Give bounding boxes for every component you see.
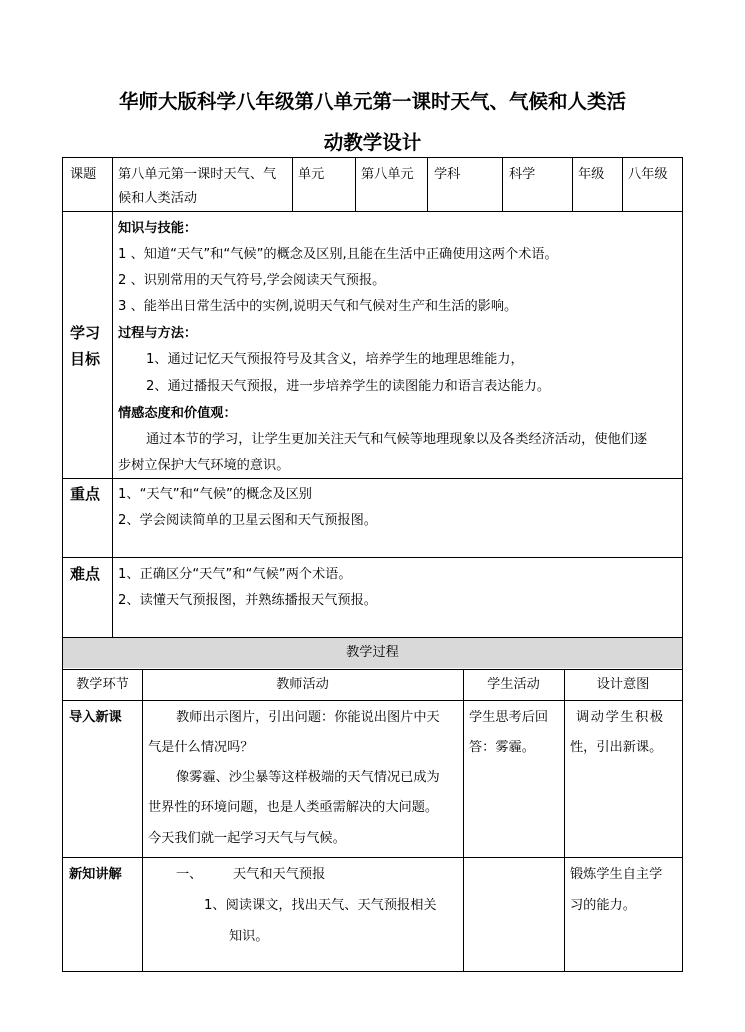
- knowledge-item-1: 1 、知道“天气”和“气候”的概念及区别,且能在生活中正确使用这两个术语。: [118, 247, 558, 262]
- knowledge-item-3: 3 、能举出日常生活中的实例,说明天气和气候对生产和生活的影响。: [118, 299, 518, 314]
- table-line: [427, 157, 428, 212]
- new-lesson-intent-line2: 习的能力。: [570, 898, 636, 913]
- difficulties-label: 难点: [70, 565, 101, 583]
- table-line: [112, 157, 113, 638]
- objectives-label-line1: 学习: [70, 324, 101, 342]
- document-title-line2: 动教学设计: [323, 131, 422, 154]
- table-line: [564, 669, 565, 972]
- intro-student-line1: 学生思考后回: [469, 710, 549, 725]
- difficulty-2: 2、读懂天气预报图，并熟练播报天气预报。: [118, 593, 377, 608]
- table-line: [463, 669, 464, 972]
- emotion-text-line1: 通过本节的学习，让学生更加关注天气和气候等地理现象以及各类经济活动，使他们逐: [146, 432, 648, 447]
- emotion-heading: 情感态度和价值观：: [118, 406, 237, 421]
- process-method-item-1: 1、通过记忆天气预报符号及其含义，培养学生的地理思维能力，: [146, 352, 524, 367]
- table-line: [62, 157, 63, 972]
- course-value-line2: 候和人类活动: [118, 191, 198, 206]
- grade-label: 年级: [578, 167, 605, 182]
- intro-teacher-line3: 像雾霾、沙尘暴等这样极端的天气情况已成为: [176, 770, 440, 785]
- process-method-item-2: 2、通过播报天气预报，进一步培养学生的读图能力和语言表达能力。: [146, 379, 551, 394]
- unit-label: 单元: [298, 167, 325, 182]
- subject-value: 科学: [509, 167, 536, 182]
- intro-intent-line2: 性，引出新课。: [570, 740, 663, 755]
- knowledge-item-2: 2 、识别常用的天气符号,学会阅读天气预报。: [118, 273, 386, 288]
- new-lesson-teacher-num: 一、: [176, 867, 203, 882]
- col-stage-header: 教学环节: [76, 677, 129, 692]
- intro-intent-line1: 调动学生积极: [576, 710, 665, 725]
- col-student-header: 学生活动: [487, 677, 540, 692]
- intro-teacher-line2: 气是什么情况吗？: [148, 740, 254, 755]
- table-line: [62, 971, 683, 972]
- table-line: [62, 157, 683, 158]
- table-line: [502, 157, 503, 212]
- table-line: [62, 700, 683, 701]
- new-lesson-teacher-line3: 知识。: [229, 929, 269, 944]
- new-lesson-teacher-title: 天气和天气预报: [233, 867, 326, 882]
- new-lesson-teacher-line2: 1、阅读课文，找出天气、天气预报相关: [204, 898, 437, 913]
- unit-value: 第八单元: [361, 167, 414, 182]
- table-line: [62, 669, 683, 670]
- process-heading: 教学过程: [346, 645, 399, 660]
- table-line: [62, 637, 683, 638]
- col-intent-header: 设计意图: [596, 677, 650, 692]
- knowledge-heading: 知识与技能：: [118, 221, 198, 236]
- process-method-heading: 过程与方法：: [118, 326, 198, 341]
- intro-teacher-line1: 教师出示图片，引出问题：你能说出图片中天: [176, 710, 440, 725]
- col-teacher-header: 教师活动: [276, 677, 329, 692]
- new-lesson-intent-line1: 锻炼学生自主学: [570, 867, 663, 882]
- intro-student-line2: 答：雾霾。: [469, 740, 535, 755]
- course-label: 课题: [70, 167, 97, 182]
- objectives-label-line2: 目标: [70, 350, 101, 368]
- new-lesson-stage: 新知讲解: [69, 867, 122, 882]
- table-line: [292, 157, 293, 212]
- intro-stage: 导入新课: [69, 710, 122, 725]
- key-point-2: 2、学会阅读简单的卫星云图和天气预报图。: [118, 513, 377, 528]
- document-title-line1: 华师大版科学八年级第八单元第一课时天气、气候和人类活: [118, 90, 626, 113]
- intro-teacher-line4: 世界性的环境问题，也是人类亟需解决的大问题。: [148, 800, 439, 815]
- course-value-line1: 第八单元第一课时天气、气: [118, 167, 277, 182]
- table-line: [142, 669, 143, 972]
- table-line: [622, 157, 623, 212]
- table-line: [355, 157, 356, 212]
- grade-value: 八年级: [628, 167, 668, 182]
- key-point-1: 1、“天气”和“气候”的概念及区别: [118, 487, 312, 502]
- difficulty-1: 1、正确区分“天气”和“气候”两个术语。: [118, 567, 352, 582]
- table-line: [572, 157, 573, 212]
- subject-label: 学科: [434, 167, 461, 182]
- emotion-text-line2: 步树立保护大气环境的意识。: [118, 458, 290, 473]
- table-line: [62, 557, 683, 558]
- table-line: [62, 857, 683, 858]
- key-points-label: 重点: [70, 485, 101, 503]
- intro-teacher-line5: 今天我们就一起学习天气与气候。: [148, 831, 346, 846]
- table-line: [682, 157, 683, 972]
